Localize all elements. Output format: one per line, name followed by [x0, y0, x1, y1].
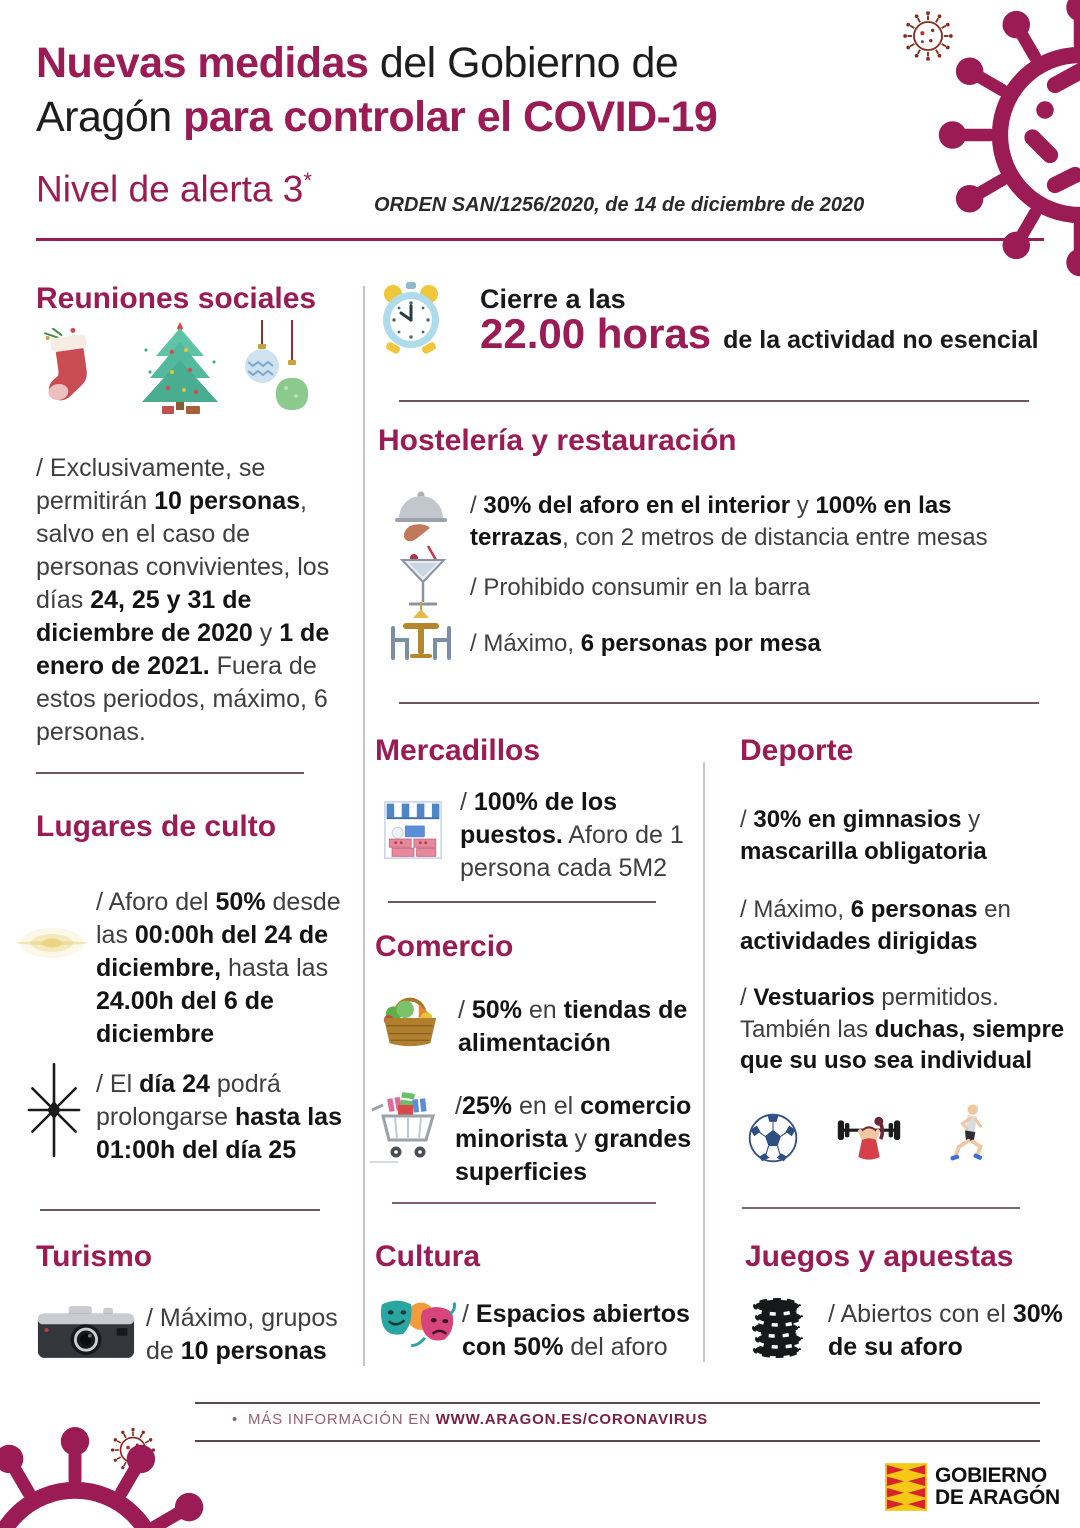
- section-divider: [392, 1202, 656, 1204]
- page-title: [36, 36, 866, 144]
- aragon-flag-icon: [885, 1463, 927, 1511]
- closure-line: [480, 310, 1039, 358]
- rule-text: / Vestuarios permitidos. También las duchas, siempre que su uso sea individual: [740, 984, 1065, 1075]
- title-rest-1: del Gobierno de: [368, 39, 679, 87]
- rule-text: / 30% en gimnasios y mascarilla obligatoria: [740, 806, 987, 865]
- runner-icon: [940, 1100, 990, 1166]
- rule-text: / Máximo, 6 personas por mesa: [470, 630, 821, 657]
- food-basket-icon: [378, 988, 442, 1050]
- footer-info-link: WWW.ARAGON.ES/CORONAVIRUS: [435, 1411, 708, 1428]
- rule-text: / 50% en tiendas de alimentación: [458, 996, 688, 1057]
- section-title: Hostelería y restauración: [378, 424, 737, 457]
- footer-info-prefix: MÁS INFORMACIÓN EN: [248, 1411, 436, 1428]
- alert-asterisk: *: [303, 168, 312, 193]
- section-title: Turismo: [36, 1240, 153, 1273]
- left-column-divider: [363, 286, 365, 1366]
- poker-chips-icon: [750, 1294, 806, 1360]
- gobierno-aragon-logo: [885, 1463, 1060, 1511]
- rule-text: / Abiertos con el 30% de su aforo: [828, 1300, 1063, 1361]
- christmas-stocking-icon: [37, 322, 106, 411]
- table-chairs-icon: [385, 602, 457, 664]
- header-divider: [36, 238, 1044, 241]
- rule-text: / 100% de los puestos. Aforo de 1 persona cada 5M2: [460, 788, 684, 882]
- closure-time: 22.00 horas: [480, 310, 712, 357]
- closure-divider: [399, 400, 1029, 402]
- rule-text: / 30% del aforo en el interior y 100% en las terrazas, con 2 metros de distancia entre mesas: [470, 492, 988, 551]
- section-divider: [399, 702, 1039, 704]
- section-divider: [742, 1207, 1020, 1209]
- rule-text: / El día 24 podrá prolongarse hasta las 01:00h del día 25: [96, 1070, 342, 1164]
- title-accent-2: para controlar el COVID-19: [183, 93, 718, 142]
- section-title: Comercio: [375, 930, 514, 963]
- weightlifter-icon: [836, 1108, 902, 1172]
- footer-info: [232, 1411, 708, 1428]
- section-title: Juegos y apuestas: [745, 1240, 1014, 1273]
- section-divider: [388, 901, 656, 903]
- rule-text: / Prohibido consumir en la barra: [470, 574, 811, 601]
- title-accent-1: Nuevas medidas: [36, 39, 369, 87]
- rule-text: / Espacios abiertos con 50% del aforo: [462, 1300, 690, 1361]
- section-divider: [40, 1209, 320, 1211]
- bullet: •: [232, 1411, 239, 1428]
- section-title: Reuniones sociales: [36, 282, 317, 315]
- camera-icon: [36, 1300, 136, 1362]
- closure-prefix: Cierre a las: [480, 284, 626, 314]
- soccer-ball-icon: [747, 1112, 799, 1164]
- alarm-clock-icon: [380, 280, 442, 362]
- rule-text: / Máximo, grupos de 10 personas: [146, 1304, 338, 1365]
- theater-masks-icon: [378, 1294, 458, 1360]
- rule-text: / Máximo, 6 personas en actividades dirigidas: [740, 896, 1011, 955]
- shopping-cart-icon: [368, 1090, 446, 1166]
- ornaments-icon: [234, 320, 316, 416]
- alert-level-text: Nivel de alerta 3: [36, 168, 304, 210]
- section-title: Deporte: [740, 734, 854, 767]
- logo-line1: GOBIERNO: [935, 1463, 1047, 1487]
- rule-text: / Aforo del 50% desde las 00:00h del 24 de diciembre, hasta las 24.00h del 6 de diciembre: [96, 888, 341, 1048]
- alert-level: [36, 168, 312, 210]
- order-reference: ORDEN SAN/1256/2020, de 14 de diciembre de 2020: [374, 194, 865, 216]
- section-title: Mercadillos: [375, 734, 541, 767]
- christmas-tree-icon: [138, 322, 222, 416]
- footer-divider-top: [195, 1402, 1040, 1404]
- closure-suffix: de la actividad no esencial: [723, 326, 1039, 354]
- market-stall-icon: [383, 800, 443, 860]
- title-rest-2: Aragón: [36, 93, 184, 142]
- section-body: / Exclusivamente, se permitirán 10 personas, salvo en el caso de personas convivientes, los días 24, 25 y 31 de diciembre de 2020 y 1 de enero de 2021. Fuera de estos periodos, máximo, 6 personas.: [36, 454, 330, 746]
- logo-text: [935, 1465, 1060, 1509]
- christmas-star-icon: [22, 1062, 86, 1158]
- coronavirus-icon: [930, 0, 1080, 285]
- right-column-divider: [703, 762, 705, 1362]
- logo-line2: DE ARAGÓN: [935, 1486, 1060, 1509]
- coronavirus-icon: [0, 1418, 230, 1528]
- section-title: Lugares de culto: [36, 810, 277, 843]
- section-divider: [36, 772, 304, 774]
- serving-cloche-icon: [392, 486, 450, 548]
- candle-glow-icon: [14, 916, 90, 970]
- section-title: Cultura: [375, 1240, 480, 1273]
- footer-divider-bottom: [195, 1440, 1040, 1442]
- rule-text: /25% en el comercio minorista y grandes superficies: [455, 1092, 692, 1186]
